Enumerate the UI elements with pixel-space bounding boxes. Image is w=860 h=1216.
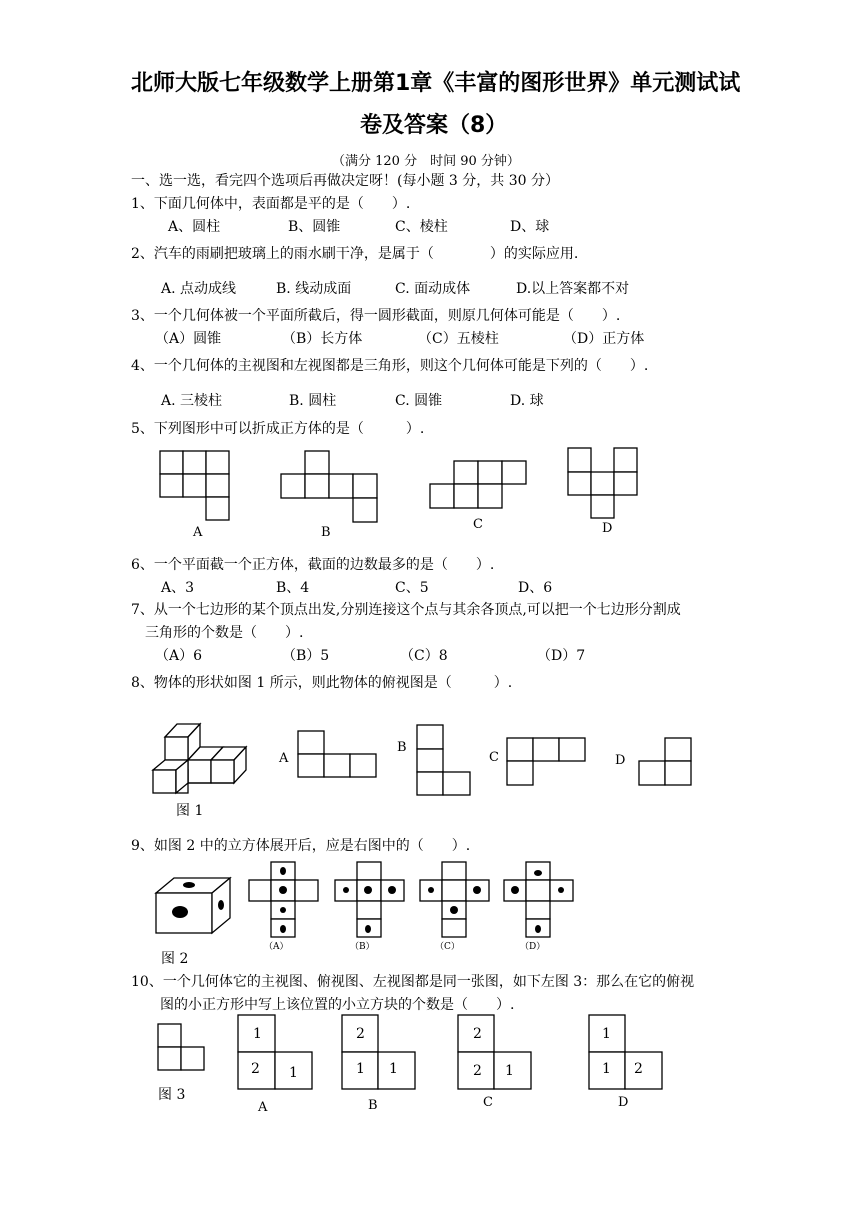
q8-stem: 8、物体的形状如图 1 所示，则此物体的俯视图是（ ）. [131,675,513,691]
q7-option-b: （B）5 [282,648,330,664]
q10-c-bottom-left: 2 [473,1063,482,1079]
q10-c-bottom-right: 1 [505,1063,514,1079]
q10-grid-c [458,1015,531,1089]
q10-label-d: D [618,1095,629,1110]
q10-label-a: A [258,1100,268,1115]
q10-figure-label: 图 3 [158,1087,186,1103]
q10-a-bottom-left: 2 [251,1061,260,1077]
q1-option-c: C、棱柱 [395,219,448,235]
q10-c-top: 2 [473,1026,482,1042]
q10-d-bottom-right: 2 [634,1061,643,1077]
q10-grid-d [589,1015,662,1089]
q5-label-c: C [473,517,483,532]
q1-stem: 1、下面几何体中，表面都是平的是（ ）. [131,196,411,212]
q9-label-b: （B） [350,942,375,952]
q1-option-a: A、圆柱 [168,219,221,235]
q10-b-top: 2 [356,1026,365,1042]
q7-option-c: （C）8 [400,648,448,664]
q10-b-bottom-right: 1 [389,1061,398,1077]
q6-option-a: A、3 [161,580,195,596]
q6-stem: 6、一个平面截一个正方体，截面的边数最多的是（ ）. [131,557,495,573]
q9-figure-label: 图 2 [161,951,189,967]
subtitle: （满分 120 分 时间 90 分钟） [332,154,520,169]
q3-option-a: （A）圆锥 [155,331,222,347]
q4-option-a: A. 三棱柱 [161,393,223,409]
q10-grid-a [238,1015,312,1089]
q9-label-a: （A） [264,942,289,952]
q4-stem: 4、一个几何体的主视图和左视图都是三角形，则这个几何体可能是下列的（ ）. [131,358,649,374]
q8-label-b: B [397,740,407,755]
q8-label-c: C [489,750,499,765]
q10-stem-1: 10、一个几何体它的主视图、俯视图、左视图都是同一张图，如下左图 3：那么在它的俯视 [131,974,695,990]
q5-label-b: B [321,525,331,540]
q6-option-b: B、4 [276,580,310,596]
q7-stem-2: 三角形的个数是（ ）. [145,625,304,641]
q3-stem: 3、一个几何体被一个平面所截后，得一圆形截面，则原几何体可能是（ ）. [131,308,621,324]
q2-option-a: A. 点动成线 [161,281,237,297]
q2-option-c: C. 面动成体 [395,281,471,297]
q4-option-c: C. 圆锥 [395,393,443,409]
q10-label-b: B [368,1098,378,1113]
title-line-1: 北师大版七年级数学上册第1章《丰富的图形世界》单元测试试 [131,71,741,96]
q6-option-c: C、5 [395,580,429,596]
q8-label-a: A [279,751,289,766]
q3-option-b: （B）长方体 [282,331,363,347]
q10-grid-b [342,1015,415,1089]
q10-stem-2: 图的小正方形中写上该位置的小立方块的个数是（ ）. [160,997,515,1013]
q7-option-a: （A）6 [155,648,203,664]
q5-stem: 5、下列图形中可以折成正方体的是（ ）. [131,421,425,437]
q9-stem: 9、如图 2 中的立方体展开后，应是右图中的（ ）. [131,838,471,854]
q3-option-c: （C）五棱柱 [418,331,499,347]
q2-option-b: B. 线动成面 [276,281,352,297]
q1-option-d: D、球 [510,219,550,235]
q10-label-c: C [483,1095,493,1110]
q10-b-bottom-left: 1 [356,1061,365,1077]
q3-option-d: （D）正方体 [563,331,645,347]
q4-option-d: D. 球 [510,393,544,409]
q1-option-b: B、圆锥 [288,219,341,235]
title-line-2: 卷及答案（8） [360,113,508,138]
q7-stem-1: 7、从一个七边形的某个顶点出发,分别连接这个点与其余各顶点,可以把一个七边形分割成 [131,602,681,618]
q7-option-d: （D）7 [537,648,586,664]
q5-label-a: A [193,525,203,540]
q10-figure-3 [158,1024,204,1070]
section-heading: 一、选一选，看完四个选项后再做决定呀！(每小题 3 分，共 30 分） [131,173,559,189]
q10-a-top: 1 [253,1026,262,1042]
q5-label-d: D [602,521,613,536]
q10-a-bottom-right: 1 [289,1065,298,1081]
q8-figure-label: 图 1 [176,803,204,819]
q2-option-d: D.以上答案都不对 [516,281,630,297]
q9-label-c: （C） [435,942,460,952]
q2-stem: 2、汽车的雨刷把玻璃上的雨水刷干净，是属于（ ）的实际应用. [131,246,579,262]
q10-d-top: 1 [602,1026,611,1042]
q6-option-d: D、6 [518,580,553,596]
q9-label-d: （D） [520,942,546,952]
q10-d-bottom-left: 1 [602,1061,611,1077]
q8-label-d: D [615,753,626,768]
q4-option-b: B. 圆柱 [289,393,337,409]
